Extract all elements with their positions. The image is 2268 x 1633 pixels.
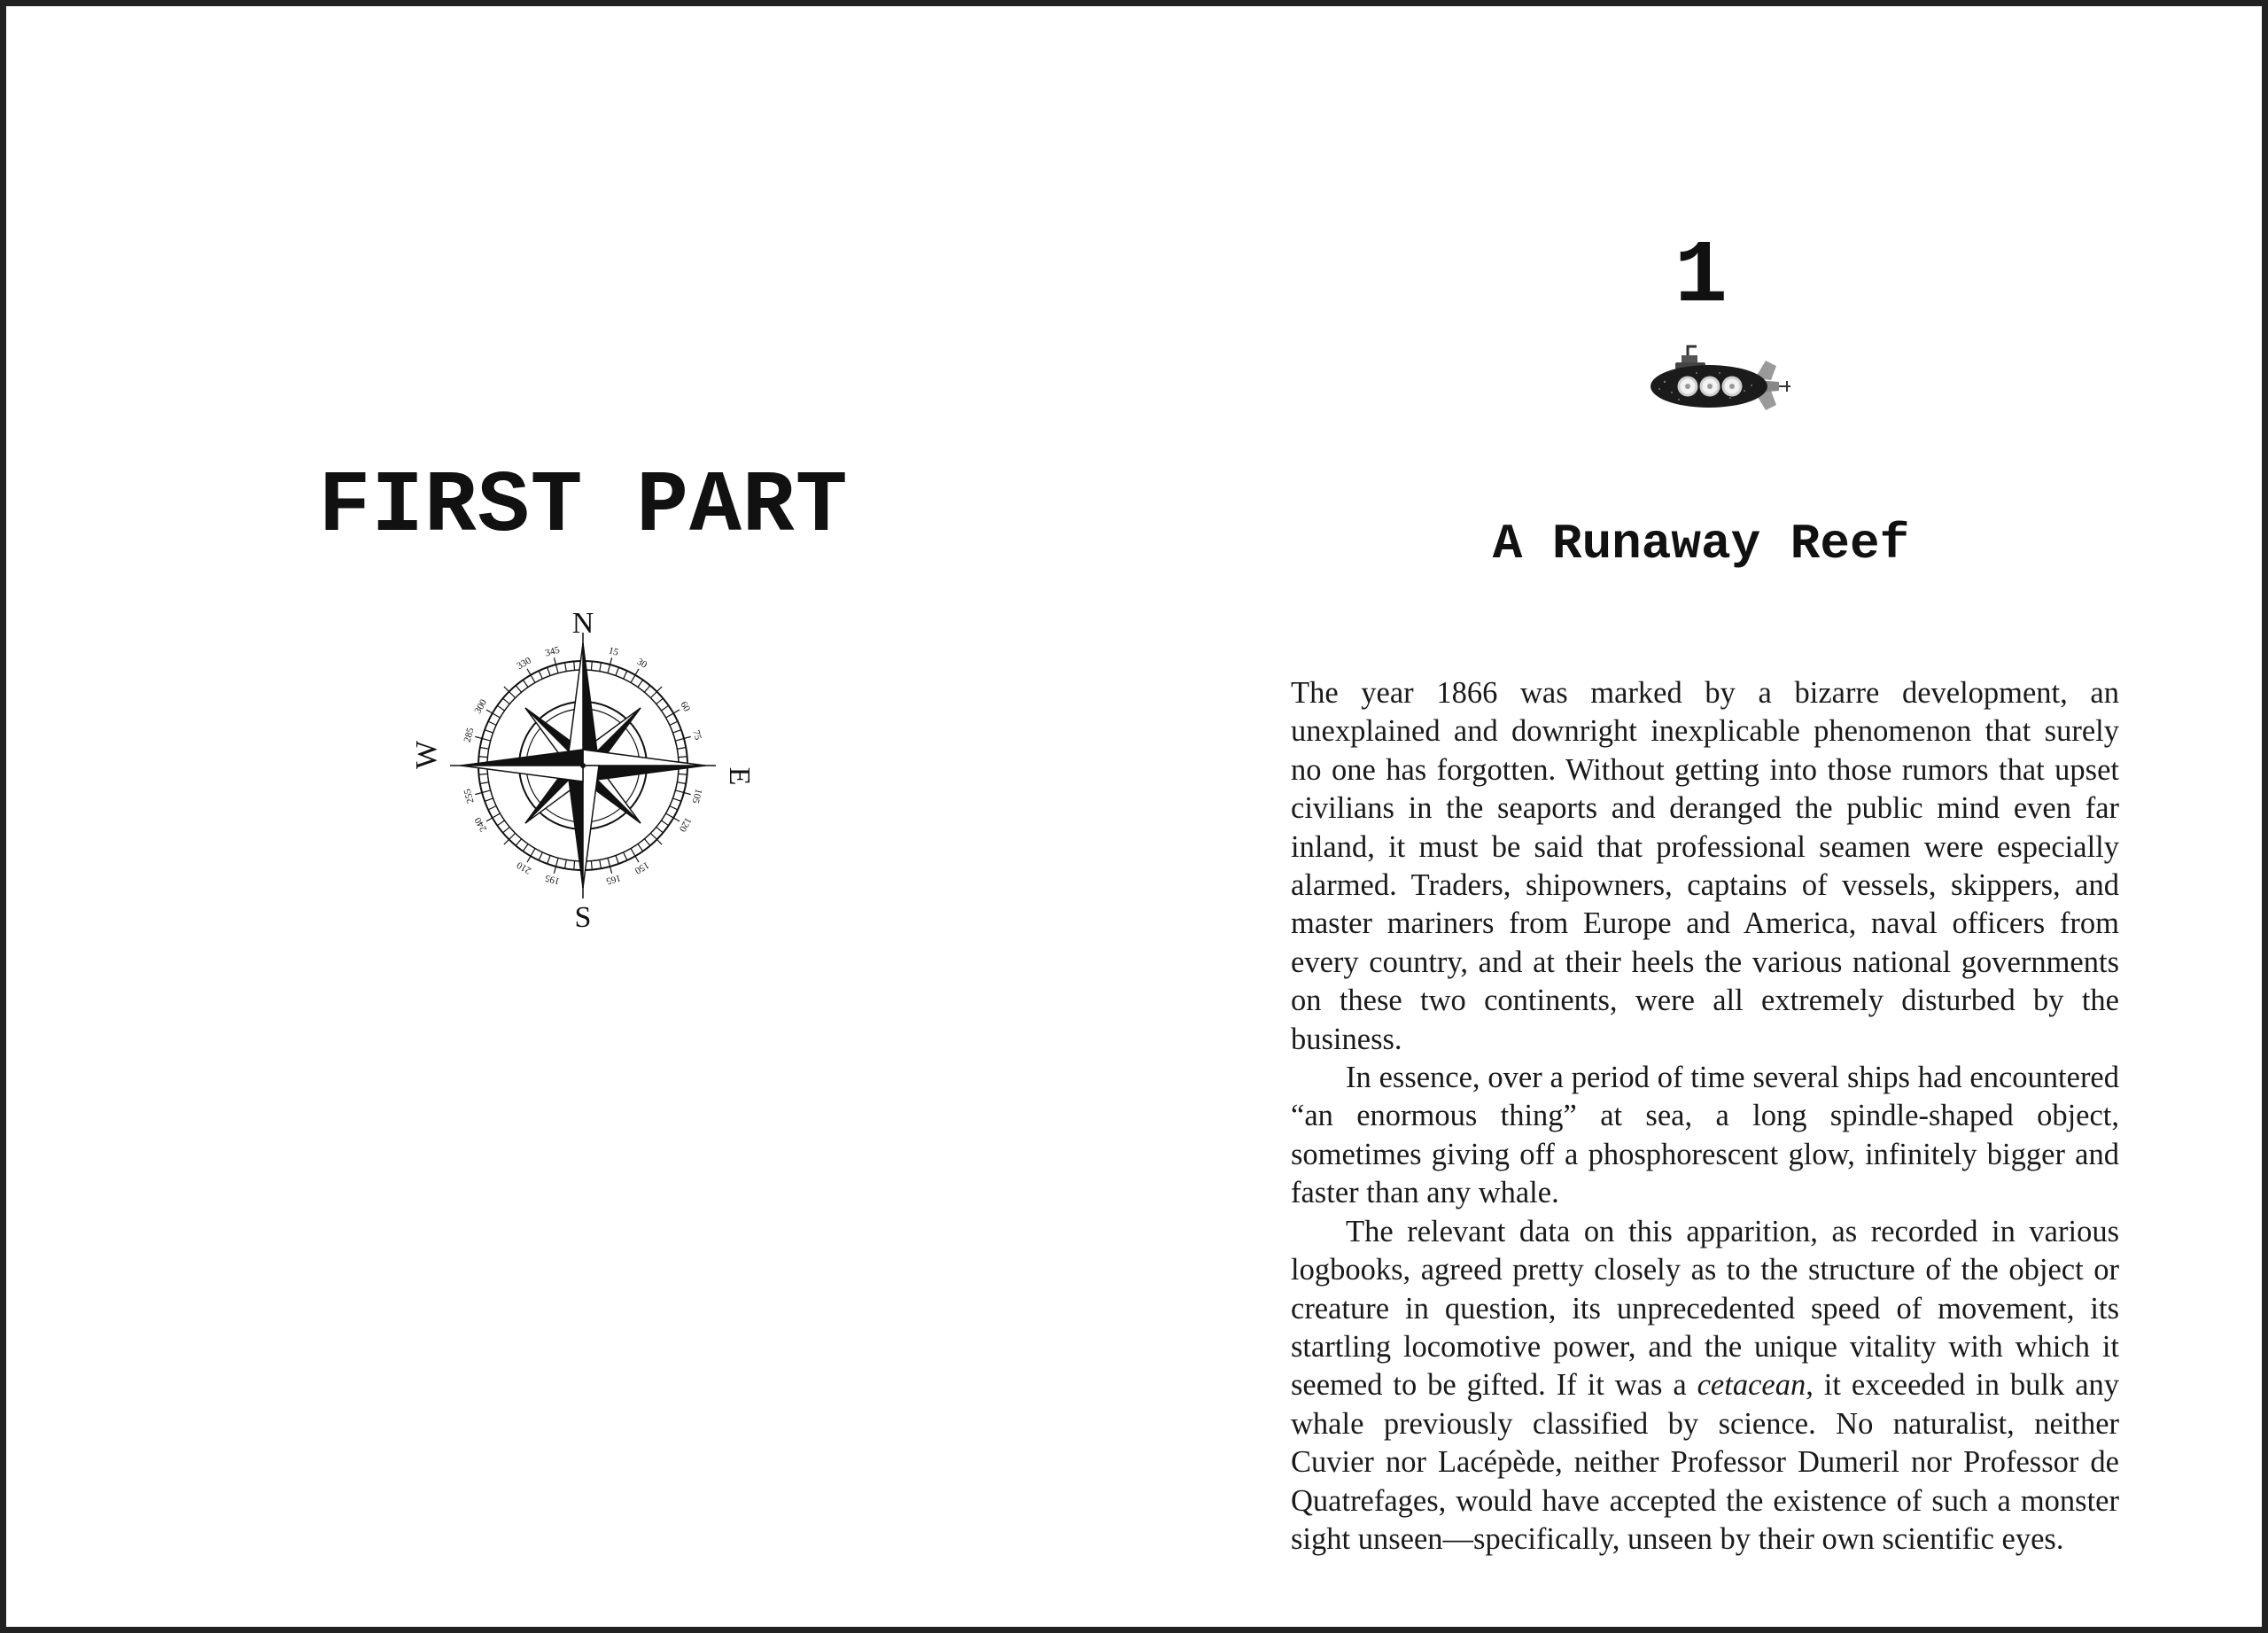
compass-north-label: N — [571, 607, 594, 640]
chapter-body — [1291, 674, 2119, 1559]
compass-west-label: W — [410, 740, 443, 770]
italic-term: cetacean — [1697, 1368, 1806, 1403]
compass-east-label: E — [723, 766, 756, 786]
compass-degree-label: 195 — [544, 872, 562, 887]
compass-degree-label: 255 — [462, 787, 477, 805]
paragraph-3 — [1291, 1213, 2119, 1559]
part-title: FIRST PART — [318, 458, 849, 556]
compass-degree-label: 30 — [634, 656, 649, 671]
compass-south-label: S — [574, 901, 592, 934]
compass-degree-label: 165 — [604, 872, 622, 887]
compass-degree-label: 15 — [607, 645, 620, 658]
left-page — [6, 6, 1140, 1627]
submarine-icon — [1633, 336, 1792, 424]
paragraph-2: In essence, over a period of time several ships had encountered “an enormous thing” at sea, a long spindle-shaped object, sometimes giving off a phosphorescent glow, infinitely bigger and faster than any whale. — [1291, 1061, 2119, 1210]
chapter-title: A Runaway Reef — [1492, 516, 1910, 572]
compass-degree-label: 60 — [678, 699, 693, 714]
paragraph-1: The year 1866 was marked by a bizarre development, an unexplained and downright inexplicable phenomenon that surely no one has forgotten. Without getting into those rumors that upset civilians in the seaports and deranged the public mind even far inland, it must be said that professional seamen were especially alarmed. Traders, shipowners, captains of vessels, skippers, and master mariners from Europe and America, naval officers from every country, and at their heels the various national governments on these two continents, were all extremely disturbed by the business. — [1291, 676, 2119, 1056]
compass-degree-label: 105 — [689, 787, 704, 805]
compass-degree-label: 120 — [676, 815, 694, 834]
chapter-number: 1 — [1674, 228, 1728, 328]
right-page — [1140, 6, 2262, 1627]
compass-degree-label: 285 — [462, 727, 477, 744]
paragraph-3-start: The relevant data on this apparition, as recorded in various logbooks, agreed pretty closely as to the structure of the object or creature in question, its unprecedented speed of movement, its startling locomotive power, and the unique vitality with which it seemed to be gifted. If it was a — [1291, 1214, 2119, 1403]
paragraph-3-end: , it exceeded in bulk any whale previously classified by science. No naturalist, neither Cuvier nor Lacépède, neither Professor Dumeril nor Professor de Quatrefages, would have accepted the existence of such a monster sight unseen—specifically, unseen by their own scientific eyes. — [1291, 1368, 2120, 1556]
compass-degree-label: 150 — [633, 859, 651, 876]
compass-degree-label: 75 — [690, 728, 703, 742]
compass-degree-label: 330 — [515, 655, 533, 673]
compass-rose-icon — [410, 602, 756, 934]
compass-degree-label: 240 — [472, 815, 490, 834]
compass-degree-label: 210 — [515, 859, 533, 876]
compass-degree-label: 300 — [472, 697, 490, 716]
compass-degree-label: 345 — [544, 644, 562, 659]
